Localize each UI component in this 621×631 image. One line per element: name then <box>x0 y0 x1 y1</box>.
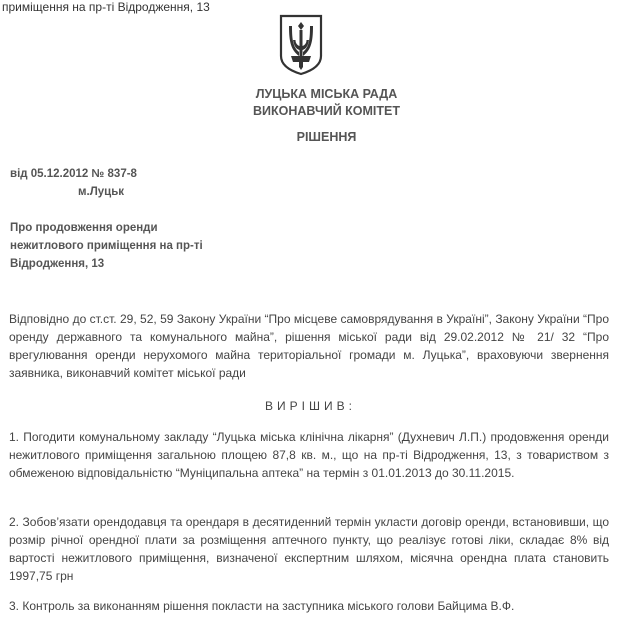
subject-line: Відродження, 13 <box>10 258 105 270</box>
page-top-title: приміщення на пр-ті Відродження, 13 <box>2 0 210 14</box>
subject-line: Про продовження оренди <box>10 222 158 234</box>
decision-date-number: від 05.12.2012 № 837-8 <box>10 168 137 180</box>
executive-committee-name: ВИКОНАВЧИЙ КОМІТЕТ <box>252 104 401 118</box>
subject-line: нежитлового приміщення на пр-ті <box>10 240 203 252</box>
preamble-paragraph: Відповідно до ст.ст. 29, 52, 59 Закону України “Про місцеве самоврядування в Україні”, Закону України “Про оренду державного та комунального майна”, рішення міської ради від 29.02.2012 № 21/ 32 “Про врегулювання оренди нерухомого майна територіальної громади м. Луцька”, враховуючи звернення заявника, виконавчий комітет міської ради <box>9 312 609 380</box>
decision-point-1: 1. Погодити комунальному закладу “Луцька міська клінічна лікарня” (Духневич Л.П.) продовження оренди нежитлового приміщення загальною площею 87,8 кв. м., що на пр-ті Відродження, 13, з товариством з обмеженою відповідальністю “Муніципальна аптека” на термін з 01.01.2013 до 30.11.2015. <box>9 430 609 480</box>
decision-city: м.Луцьк <box>78 186 125 198</box>
council-name: ЛУЦЬКА МІСЬКА РАДА <box>255 87 398 101</box>
decision-point-2: 2. Зобов’язати орендодавця та орендаря в десятиденний термін укласти договір оренди, встановивши, що розмір річної орендної плати за розміщення аптечного пункту, що реалізує готові ліки, складає 8% від вартості нежитлового приміщення, визначеної експертним шляхом, місячна орендна плата становить 1997,75 грн <box>9 515 609 583</box>
resolved-heading: ВИРІШИВ: <box>265 399 356 413</box>
trident-emblem-icon <box>277 12 325 76</box>
decision-subject <box>10 219 250 273</box>
decision-point-3: 3. Контроль за виконанням рішення покласти на заступника міського голови Байцима В.Ф. <box>9 599 515 613</box>
decision-title: РІШЕННЯ <box>296 130 357 144</box>
